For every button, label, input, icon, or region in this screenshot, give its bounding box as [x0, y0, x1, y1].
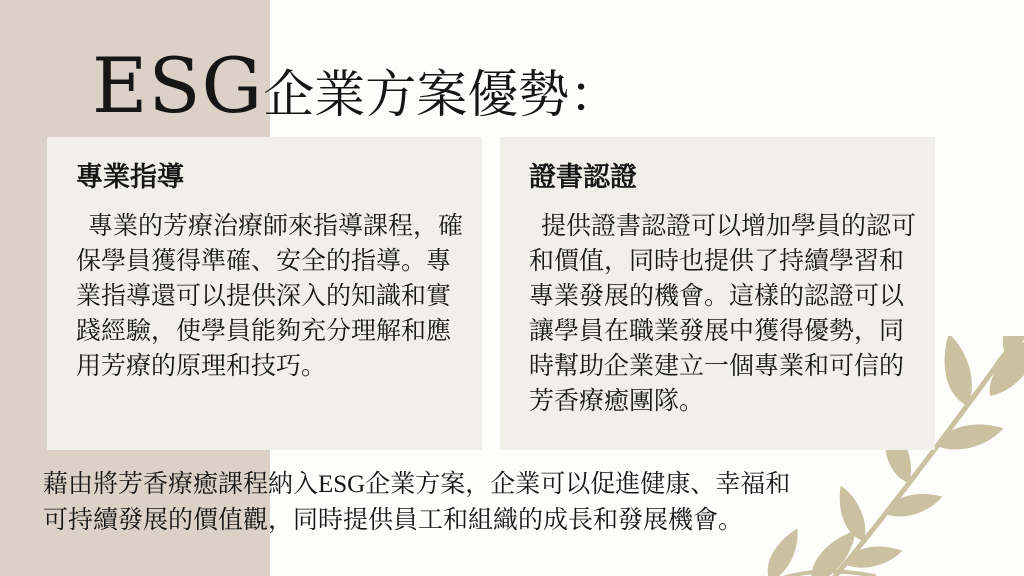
- page-title: [92, 41, 621, 130]
- card-certification: [500, 137, 935, 450]
- card-professional-guidance: [47, 137, 482, 450]
- footer-summary-text: 藉由將芳香療癒課程納入ESG企業方案，企業可以促進健康、幸福和可持續發展的價值觀，同時提供員工和組織的成長和發展機會。: [43, 471, 791, 534]
- card-body: 專業的芳療治療師來指導課程，確保學員獲得準確、安全的指導。專業指導還可以提供深入的知識和實踐經驗，使學員能夠充分理解和應用芳療的原理和技巧。: [76, 211, 464, 380]
- title-cjk-text: 企業方案優勢：: [263, 66, 621, 123]
- card-body: 提供證書認證可以增加學員的認可和價值，同時也提供了持續學習和專業發展的機會。這樣的認證可以讓學員在職業發展中獲得優勢，同時幫助企業建立一個專業和可信的芳香療癒團隊。: [529, 211, 917, 415]
- title-esg-text: ESG: [92, 41, 264, 130]
- card-heading: 證書認證: [529, 162, 637, 192]
- card-heading: 專業指導: [76, 162, 184, 192]
